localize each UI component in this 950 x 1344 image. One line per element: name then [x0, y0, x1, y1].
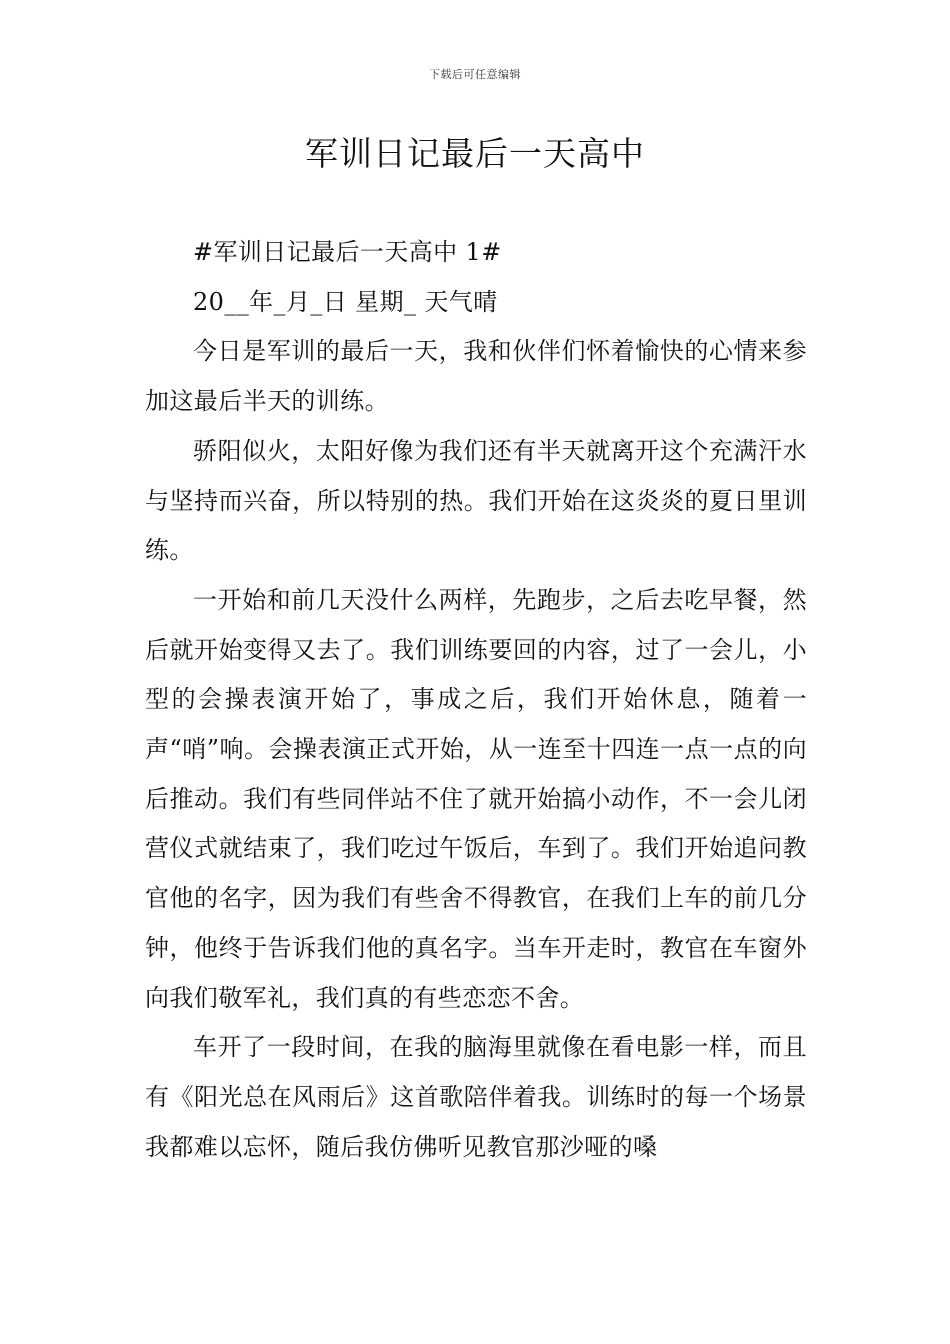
header-note: 下载后可任意编辑	[429, 68, 521, 81]
section-heading: #军训日记最后一天高中 1#	[193, 238, 502, 266]
document-body	[145, 228, 807, 1172]
document-title: 军训日记最后一天高中	[305, 134, 645, 173]
paragraph: 骄阳似火，太阳好像为我们还有半天就离开这个充满汗水与坚持而兴奋，所以特别的热。我们开始在这炎炎的夏日里训练。	[145, 436, 807, 565]
date-line: 20__年_月_日 星期_ 天气晴	[193, 287, 498, 316]
paragraph: 今日是军训的最后一天，我和伙伴们怀着愉快的心情来参加这最后半天的训练。	[145, 337, 807, 416]
paragraph: 一开始和前几天没什么两样，先跑步，之后去吃早餐，然后就开始变得又去了。我们训练要回的内容，过了一会儿，小型的会操表演开始了，事成之后，我们开始休息，随着一声“哨”响。会操表演正式开始，从一连至十四连一点一点的向后推动。我们有些同伴站不住了就开始搞小动作，不一会儿闭营仪式就结束了，我们吃过午饭后，车到了。我们开始追问教官他的名字，因为我们有些舍不得教官，在我们上车的前几分钟，他终于告诉我们他的真名字。当车开走时，教官在车窗外向我们敬军礼，我们真的有些恋恋不舍。	[145, 585, 807, 1012]
paragraph: 车开了一段时间，在我的脑海里就像在看电影一样，而且有《阳光总在风雨后》这首歌陪伴着我。训练时的每一个场景我都难以忘怀，随后我仿佛听见教官那沙哑的嗓	[145, 1033, 807, 1161]
